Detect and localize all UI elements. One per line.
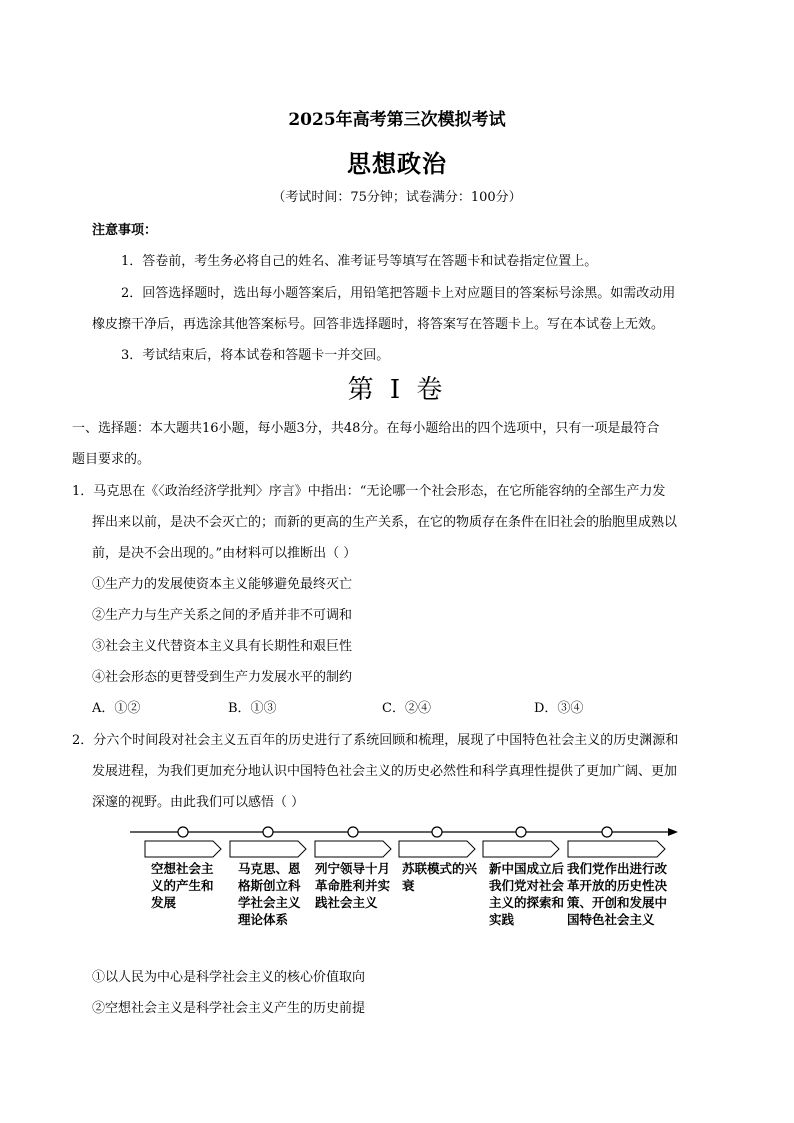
q1-stem-line-2: 挥出来以前，是决不会灭亡的；而新的更高的生产关系，在它的物质存在条件在旧社会的胎胞里成熟以 bbox=[92, 515, 678, 530]
timeline-node bbox=[348, 827, 358, 837]
timeline-stage-2: 马克思、恩格斯创立科学社会主义理论体系 bbox=[238, 861, 301, 927]
timeline-stage-6: 我们党作出进行改革开放的历史性决策、开创和发展中国特色社会主义 bbox=[567, 861, 668, 927]
timeline-node bbox=[263, 827, 273, 837]
q2-option-1: ①以人民为中心是科学社会主义的核心价值取向 bbox=[92, 970, 366, 985]
timeline-node bbox=[432, 827, 442, 837]
timeline-box bbox=[568, 841, 665, 857]
timeline-arrowhead bbox=[668, 828, 678, 836]
q2-stem-line-2: 发展进程，为我们更加充分地认识中国特色社会主义的历史必然性和科学真理性提供了更加广阔、更加 bbox=[92, 764, 678, 779]
timeline-box bbox=[145, 841, 221, 857]
timeline-node bbox=[178, 827, 188, 837]
timeline-node bbox=[516, 827, 526, 837]
q1-option-1: ①生产力的发展使资本主义能够避免最终灭亡 bbox=[92, 577, 353, 592]
q2-stem-line-3: 深邃的视野。由此我们可以感悟（ ） bbox=[92, 795, 305, 810]
timeline-box bbox=[315, 841, 391, 857]
q1-option-4: ④社会形态的更替受到生产力发展水平的制约 bbox=[92, 670, 353, 685]
timeline-box bbox=[230, 841, 306, 857]
timeline-box bbox=[399, 841, 475, 857]
note-item-2-line-1: 2．回答选择题时，选出每小题答案后，用铅笔把答题卡上对应题目的答案标号涂黑。如需改动用 bbox=[121, 286, 676, 301]
timeline-box bbox=[483, 841, 559, 857]
q1-choice-a: A．①② bbox=[92, 701, 141, 716]
timeline-stage-3: 列宁领导十月革命胜利并实践社会主义 bbox=[315, 861, 391, 910]
timeline-arrow-boxes bbox=[145, 841, 665, 857]
timeline-node bbox=[602, 827, 612, 837]
timeline-stage-4: 苏联模式的兴衰 bbox=[402, 861, 478, 893]
section-instruction-line-1: 一、选择题：本大题共16小题，每小题3分，共48分。在每小题给出的四个选项中，只有一项是最符合 bbox=[72, 421, 660, 436]
section-instruction-line-2: 题目要求的。 bbox=[72, 452, 151, 467]
q1-stem-line-1: 1．马克思在《〈政治经济学批判〉序言》中指出：“无论哪一个社会形态，在它所能容纳的全部生产力发 bbox=[72, 484, 666, 499]
exam-title: 2025年高考第三次模拟考试 bbox=[288, 110, 506, 130]
note-item-3: 3．考试结束后，将本试卷和答题卡一并交回。 bbox=[121, 348, 390, 363]
q1-option-2: ②生产力与生产关系之间的矛盾并非不可调和 bbox=[92, 608, 353, 623]
q2-option-2: ②空想社会主义是科学社会主义产生的历史前提 bbox=[92, 1001, 366, 1016]
timeline-stage-1: 空想社会主义的产生和发展 bbox=[151, 861, 214, 910]
exam-info: （考试时间：75分钟；试卷满分：100分） bbox=[272, 190, 522, 205]
q1-option-3: ③社会主义代替资本主义具有长期性和艰巨性 bbox=[92, 639, 353, 654]
notes-heading: 注意事项： bbox=[92, 223, 158, 238]
q1-stem-line-3: 前，是决不会出现的。”由材料可以推断出（ ） bbox=[92, 546, 357, 561]
q1-choice-d: D．③④ bbox=[534, 701, 584, 716]
note-item-2-line-2: 橡皮擦干净后，再选涂其他答案标号。回答非选择题时，将答案写在答题卡上。写在本试卷上无效。 bbox=[92, 317, 665, 332]
volume-heading: 第 I 卷 bbox=[347, 375, 447, 405]
q1-choice-b: B．①③ bbox=[228, 701, 277, 716]
note-item-1: 1．答卷前，考生务必将自己的姓名、准考证号等填写在答题卡和试卷指定位置上。 bbox=[121, 254, 598, 269]
q1-choice-c: C．②④ bbox=[382, 701, 431, 716]
timeline-stage-5: 新中国成立后我们党对社会主义的探索和实践 bbox=[489, 861, 565, 927]
subject-title: 思想政治 bbox=[347, 149, 447, 178]
q2-stem-line-1: 2．分六个时间段对社会主义五百年的历史进行了系统回顾和梳理，展现了中国特色社会主义的历史渊源和 bbox=[72, 733, 679, 748]
